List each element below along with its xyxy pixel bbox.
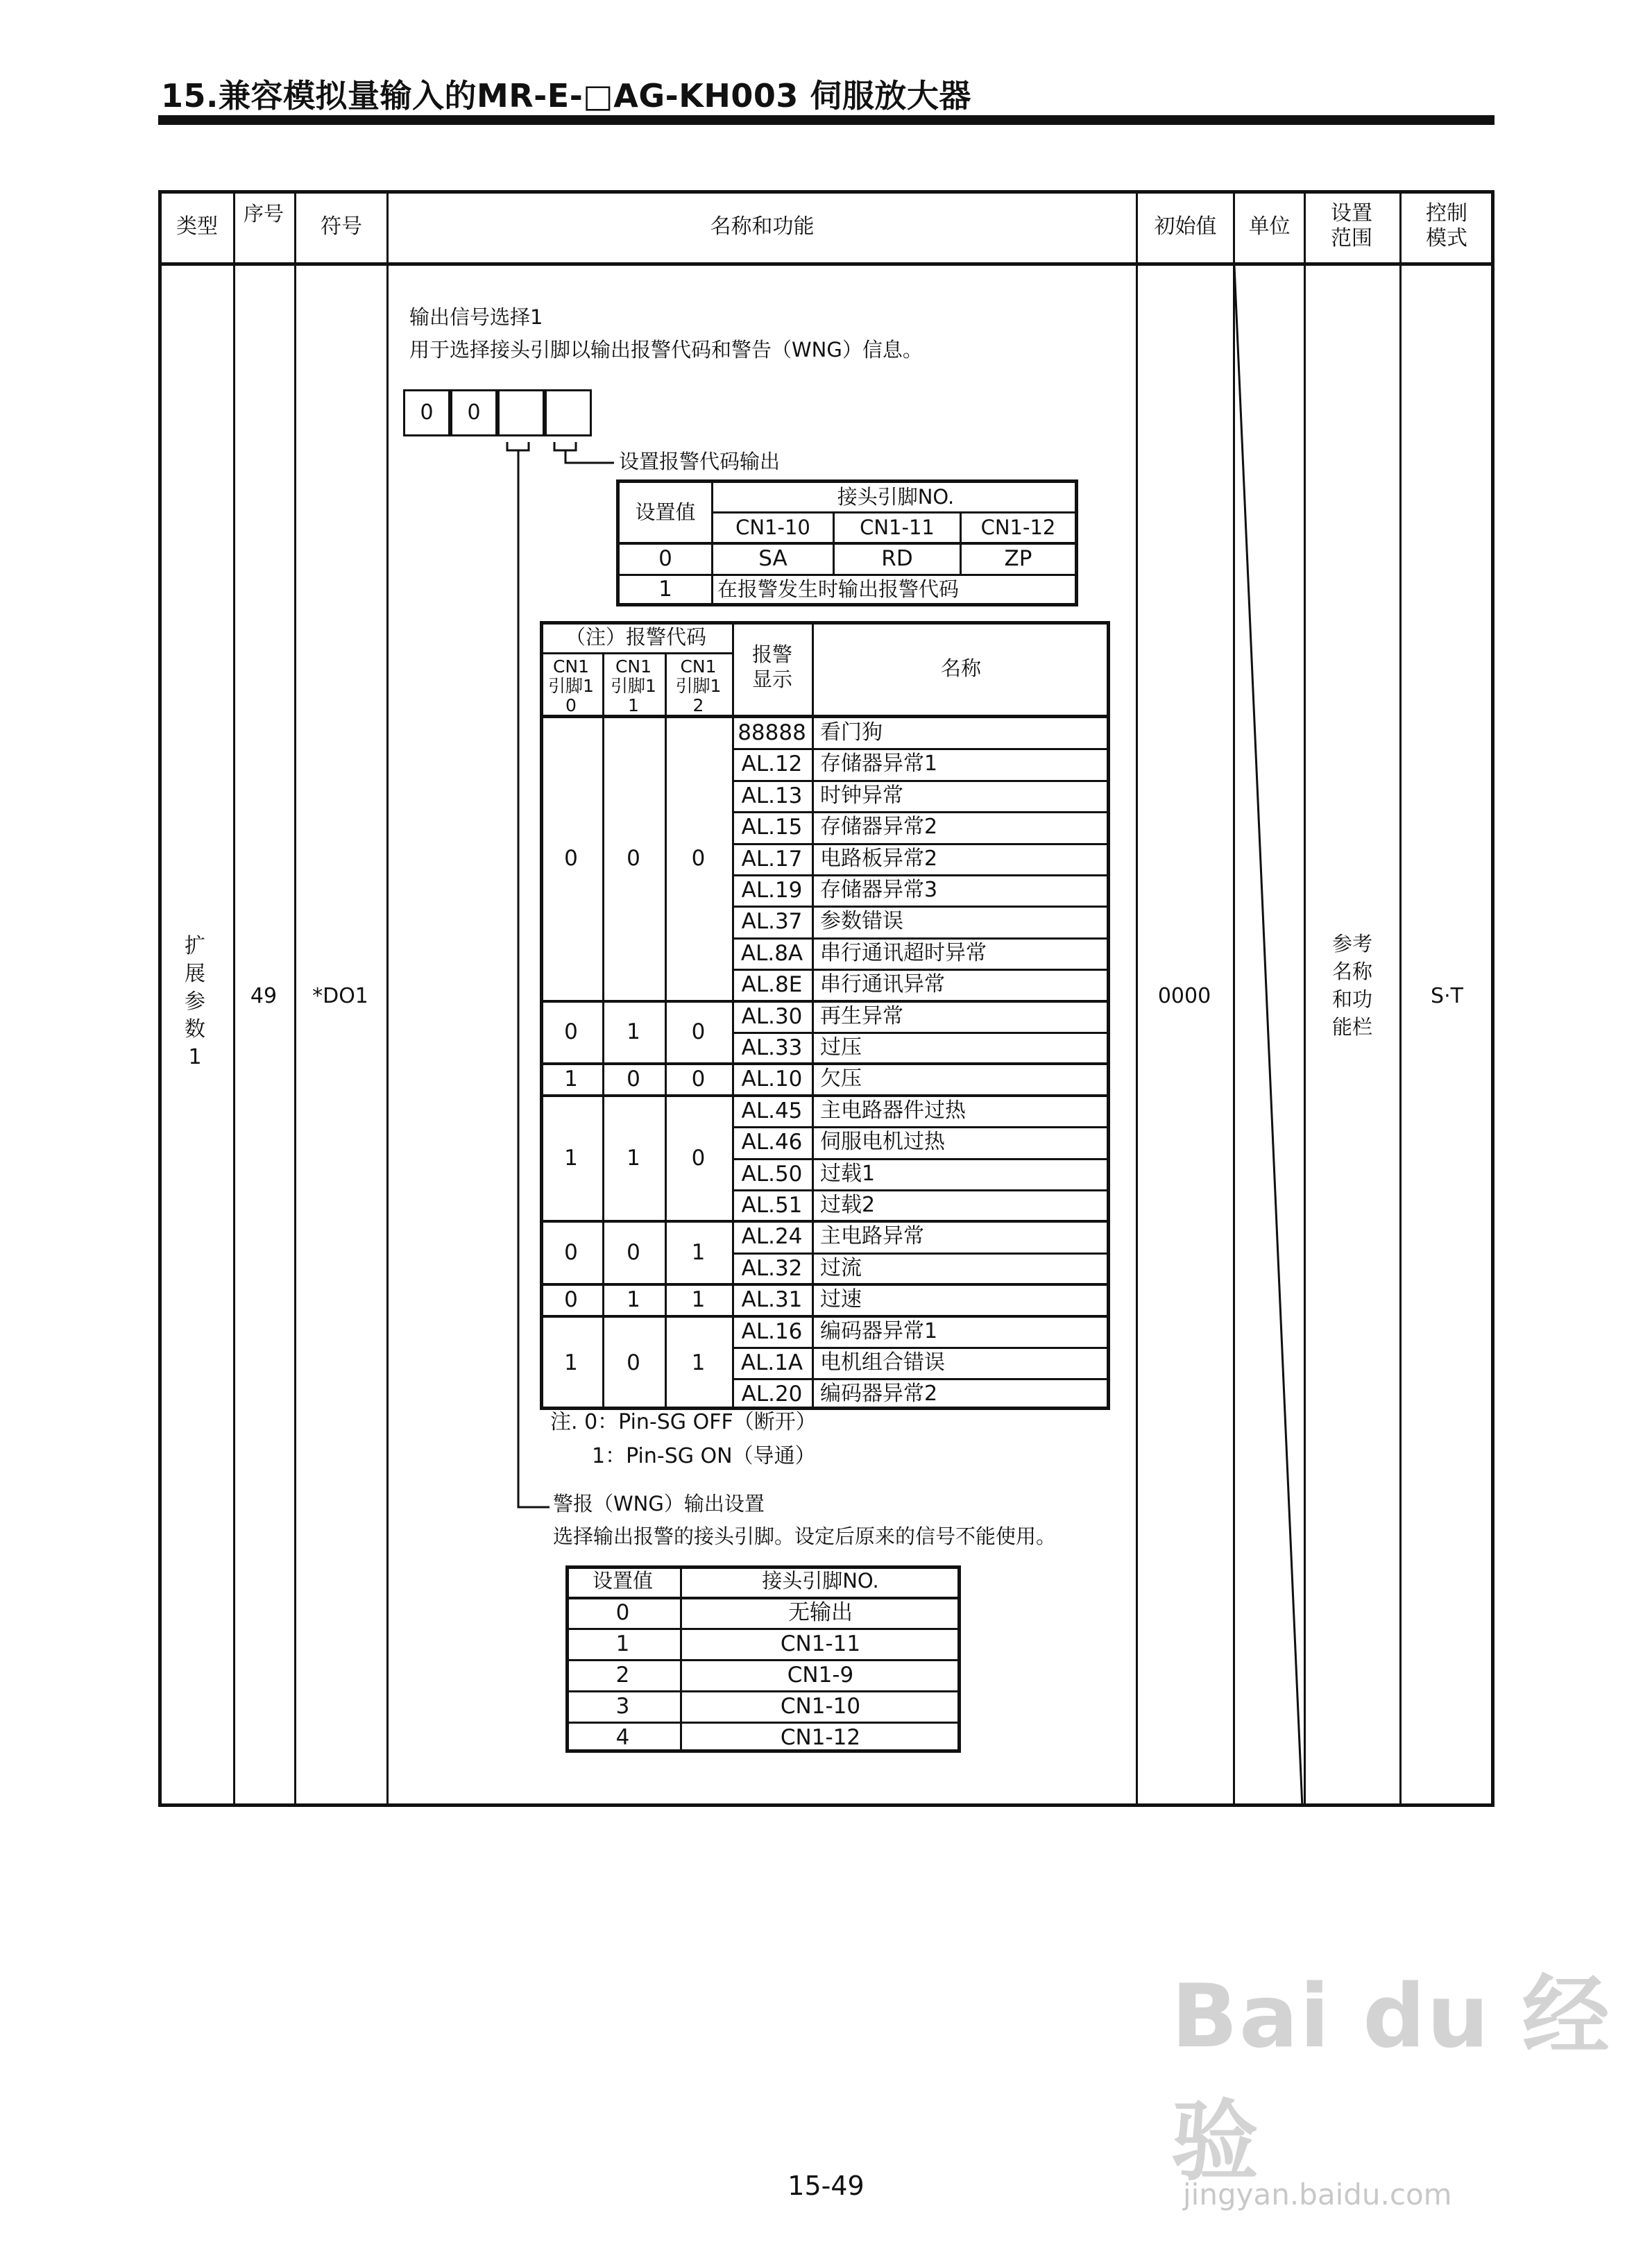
t2-bit: 0 [691,846,706,872]
t2-alarm-code: AL.32 [741,1255,803,1281]
t2-alarm-name: 存储器异常3 [820,878,938,902]
t2-bit: 0 [564,1239,578,1265]
t2-bit: 1 [691,1239,706,1265]
t2-alarm-code: AL.50 [741,1161,803,1187]
t2-bit: 1 [691,1350,706,1375]
t2-alarm-name: 过速 [820,1287,862,1312]
t2-alarm-code: AL.46 [741,1130,803,1155]
t2-bit: 1 [627,1286,640,1312]
col-name-header: 名称和功能 [710,214,815,239]
col-type-header: 类型 [176,214,218,239]
t2-bit: 0 [627,1067,640,1092]
t2-bit: 0 [564,846,578,872]
t3-pin: CN1-9 [787,1663,854,1688]
t2-h-disp: 报警显示 [751,643,792,691]
t2-alarm-code: AL.8A [740,940,803,966]
t2-alarm-name: 编码器异常1 [820,1318,938,1343]
t3-value: 4 [615,1725,630,1750]
t3-value: 0 [615,1600,630,1625]
row-type: 扩展参数1 [185,934,205,1069]
t2-alarm-code: AL.10 [741,1067,803,1092]
t2-alarm-code: AL.15 [741,815,803,840]
t1-r1-desc: 在报警发生时输出报警代码 [717,577,960,601]
t2-alarm-code: AL.45 [741,1098,803,1123]
col-unit-header: 单位 [1248,214,1291,239]
t2-alarm-name: 过压 [820,1035,862,1060]
t2-alarm-name: 欠压 [820,1067,862,1092]
watermark-logo: Bai du 经验 [1171,1965,1611,2193]
t2-alarm-code: AL.1A [740,1350,803,1375]
t2-alarm-name: 过流 [820,1255,862,1280]
wng-title: 警报（WNG）输出设置 [553,1492,765,1515]
t1-r0-c: ZP [1004,546,1032,571]
t2-alarm-name: 存储器异常2 [820,815,938,840]
param-description: 用于选择接头引脚以输出报警代码和警告（WNG）信息。 [409,338,923,362]
t2-alarm-name: 串行通讯超时异常 [820,940,987,965]
t2-alarm-code: AL.13 [741,783,803,808]
alarm-output-label: 设置报警代码输出 [619,450,781,473]
t2-bit: 1 [564,1067,578,1092]
t2-bit: 1 [627,1019,640,1044]
t2-bit: 1 [564,1350,578,1375]
t2-alarm-code: AL.20 [741,1382,803,1407]
t2-alarm-name: 过载1 [820,1161,876,1186]
t2-bit: 0 [627,846,640,872]
t2-alarm-code: AL.31 [741,1287,803,1313]
row-control: S·T [1431,984,1463,1008]
t2-bit: 0 [627,1239,640,1265]
note-line-1: 注. 0：Pin-SG OFF（断开） [550,1410,817,1434]
t2-alarm-name: 串行通讯异常 [820,972,945,997]
t2-alarm-code: AL.16 [741,1318,803,1344]
digit-box-1: 0 [403,389,450,436]
row-range: 参考名称和功能栏 [1331,932,1372,1039]
t2-bit: 0 [691,1019,706,1044]
row-initial: 0000 [1157,984,1211,1008]
t1-r0-a: SA [758,546,787,571]
param-title: 输出信号选择1 [409,305,543,329]
t3-h-value: 设置值 [592,1569,653,1593]
t3-value: 1 [615,1631,630,1656]
t2-alarm-name: 电机组合错误 [820,1350,945,1375]
t2-bit: 0 [564,1019,578,1044]
t3-value: 2 [615,1663,630,1688]
col-symbol-header: 符号 [321,214,362,239]
t2-bit: 0 [691,1145,706,1171]
t1-r0-b: RD [881,546,913,571]
t3-value: 3 [615,1694,630,1719]
wng-description: 选择输出报警的接头引脚。设定后原来的信号不能使用。 [553,1525,1057,1548]
t2-alarm-code: AL.24 [741,1224,803,1250]
t2-alarm-name: 看门狗 [820,720,883,745]
col-divider [1304,190,1306,1807]
t2-alarm-name: 主电路器件过热 [820,1098,966,1123]
t1-pin-11: CN1-11 [860,516,935,539]
t2-alarm-code: AL.17 [741,846,803,872]
digit-box-3 [497,389,545,436]
t2-h-pin-0: CN1 引脚10 [548,656,594,715]
t1-r0-value: 0 [658,546,672,571]
col-initial-header: 初始值 [1154,214,1217,239]
t3-pin: CN1-10 [780,1694,861,1719]
t2-alarm-name: 过载2 [820,1193,876,1217]
t3-pin: CN1-11 [780,1631,861,1656]
t2-bit: 0 [627,1350,640,1375]
col-control-header: 控制模式 [1426,201,1467,250]
note-line-2: 1：Pin-SG ON（导通） [592,1444,816,1468]
page-number: 15-49 [787,2171,865,2201]
t1-h-value: 设置值 [635,500,696,524]
t2-bit: 1 [627,1145,640,1171]
row-symbol: *DO1 [312,984,368,1008]
t1-pin-10: CN1-10 [735,516,810,539]
t2-alarm-code: AL.30 [741,1003,803,1029]
t2-h-name: 名称 [940,656,981,680]
t2-h-pin-2: CN1 引脚12 [675,656,722,715]
t2-bit: 0 [691,1067,706,1092]
t2-alarm-name: 主电路异常 [820,1224,924,1249]
t2-alarm-name: 伺服电机过热 [820,1130,945,1155]
col-seq-header: 序号 [244,202,284,226]
page-title: 15.兼容模拟量输入的MR-E-□AG-KH003 伺服放大器 [161,77,971,114]
t2-alarm-code: AL.19 [741,878,803,903]
digit-box-4 [545,389,592,436]
col-range-header: 设置范围 [1331,201,1372,250]
t2-h-pin-1: CN1 引脚11 [611,656,656,715]
t2-alarm-name: 电路板异常2 [820,846,938,871]
t2-bit: 1 [691,1286,706,1312]
col-divider [386,190,389,1807]
t3-pin: 无输出 [788,1600,853,1625]
t1-pin-12: CN1-12 [980,516,1056,539]
t3-pin: CN1-12 [780,1725,861,1750]
t3-h-pin: 接头引脚NO. [762,1569,879,1593]
t2-alarm-code: AL.33 [741,1035,803,1060]
t2-alarm-name: 再生异常 [820,1003,903,1028]
t1-h-pin: 接头引脚NO. [837,485,955,509]
t2-alarm-name: 编码器异常2 [820,1382,938,1407]
t2-bit: 0 [564,1286,578,1312]
row-seq: 49 [250,984,278,1008]
t2-alarm-name: 参数错误 [820,909,903,934]
t2-h-code: （注）报警代码 [565,625,706,649]
t2-alarm-code: 88888 [738,720,806,745]
header-rule [158,115,1495,125]
watermark-url: jingyan.baidu.com [1183,2177,1452,2211]
t2-alarm-name: 时钟异常 [820,783,903,808]
t2-alarm-code: AL.8E [741,972,803,998]
unit-not-applicable-slash [1233,266,1304,1807]
t2-alarm-name: 存储器异常1 [820,751,938,776]
t1-r1-value: 1 [658,577,672,602]
t2-alarm-code: AL.37 [741,909,803,935]
t2-bit: 1 [564,1145,578,1171]
t2-alarm-code: AL.12 [741,751,803,777]
t2-alarm-code: AL.51 [741,1193,803,1218]
digit-box-2: 0 [450,389,497,436]
